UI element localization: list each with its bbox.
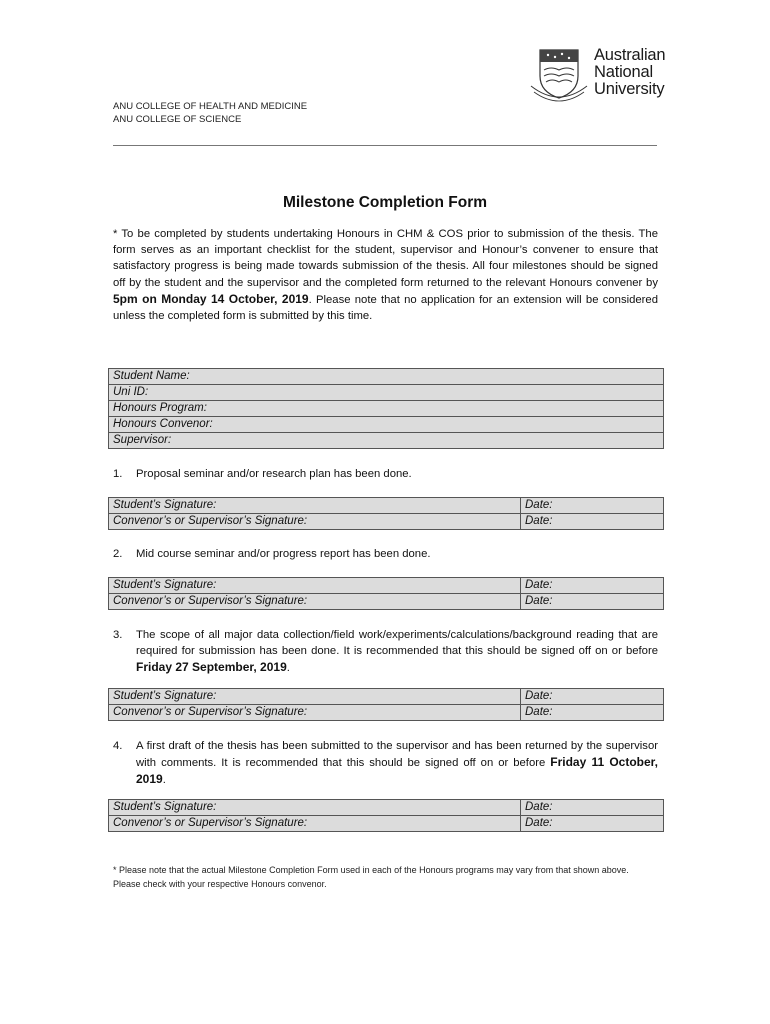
student-date-field[interactable]: Date: xyxy=(521,800,664,816)
milestone-number: 4. xyxy=(113,740,123,752)
milestone-due-date: Friday 11 October, 2019 xyxy=(136,755,658,787)
milestone-text: Mid course seminar and/or progress report has been done. xyxy=(136,548,431,560)
university-line-3: University xyxy=(594,80,665,98)
convenor-date-field[interactable]: Date: xyxy=(521,816,664,832)
student-name-field[interactable]: Student Name: xyxy=(109,369,664,385)
convenor-signature-field[interactable]: Convenor’s or Supervisor’s Signature: xyxy=(109,816,521,832)
milestone-4-signatures xyxy=(108,799,664,832)
page-title: Milestone Completion Form xyxy=(282,194,488,211)
student-date-field[interactable]: Date: xyxy=(521,498,664,514)
milestone-text xyxy=(136,627,658,677)
milestone-end: . xyxy=(286,662,290,675)
milestone-body: The scope of all major data collection/field work/experiments/calculations/background reading that are required for submission has been done. It is recommended that this should be signed off on or before xyxy=(136,629,658,658)
college-line-2: ANU COLLEGE OF SCIENCE xyxy=(113,114,242,125)
milestone-1-signatures xyxy=(108,497,664,530)
footnote: * Please note that the actual Milestone Completion Form used in each of the Honours programs may vary from that shown above. Please check with your respective Honours convenor. xyxy=(113,865,629,889)
student-signature-field[interactable]: Student’s Signature: xyxy=(109,578,521,594)
student-date-field[interactable]: Date: xyxy=(521,578,664,594)
convenor-date-field[interactable]: Date: xyxy=(521,705,664,721)
university-name xyxy=(594,47,665,98)
student-info-table xyxy=(108,368,664,449)
milestone-3 xyxy=(113,627,658,677)
milestone-text: Proposal seminar and/or research plan has been done. xyxy=(136,468,412,480)
student-signature-field[interactable]: Student’s Signature: xyxy=(109,689,521,705)
student-date-field[interactable]: Date: xyxy=(521,689,664,705)
intro-paragraph xyxy=(113,226,658,324)
intro-text-1: * To be completed by students undertaking Honours in CHM & COS prior to submission of the thesis. The form serves as an important checklist for the student, supervisor and Honour’s convener to ensure that satisfactory progress is being made towards submission of the thesis. All four milestones should be signed off by the student and the supervisor and the completed form returned to the relevant Honours convener by xyxy=(113,228,658,289)
milestone-number: 1. xyxy=(113,468,123,480)
uni-id-field[interactable]: Uni ID: xyxy=(109,385,664,401)
convenor-signature-field[interactable]: Convenor’s or Supervisor’s Signature: xyxy=(109,594,521,610)
honours-program-field[interactable]: Honours Program: xyxy=(109,401,664,417)
convenor-signature-field[interactable]: Convenor’s or Supervisor’s Signature: xyxy=(109,514,521,530)
college-line-1: ANU COLLEGE OF HEALTH AND MEDICINE xyxy=(113,101,308,112)
milestone-1 xyxy=(113,466,658,482)
honours-convenor-field[interactable]: Honours Convenor: xyxy=(109,417,664,433)
milestone-due-date: Friday 27 September, 2019 xyxy=(136,660,287,675)
header-divider xyxy=(113,145,657,146)
convenor-date-field[interactable]: Date: xyxy=(521,514,664,530)
student-signature-field[interactable]: Student’s Signature: xyxy=(109,800,521,816)
anu-crest-icon xyxy=(528,46,590,102)
milestone-text xyxy=(136,738,658,789)
student-signature-field[interactable]: Student’s Signature: xyxy=(109,498,521,514)
milestone-number: 2. xyxy=(113,548,123,560)
intro-deadline: 5pm on Monday 14 October, 2019 xyxy=(113,291,309,306)
milestone-3-signatures xyxy=(108,688,664,721)
convenor-signature-field[interactable]: Convenor’s or Supervisor’s Signature: xyxy=(109,705,521,721)
milestone-number: 3. xyxy=(113,629,123,641)
intro-text-2: . Please note that no application for an extension will be considered unless the completed form is submitted by this time. xyxy=(113,293,658,323)
milestone-2 xyxy=(113,546,658,562)
milestone-2-signatures xyxy=(108,577,664,610)
university-line-2: National xyxy=(594,63,653,81)
supervisor-field[interactable]: Supervisor: xyxy=(109,433,664,449)
milestone-4 xyxy=(113,738,658,789)
university-line-1: Australian xyxy=(594,46,666,64)
milestone-end: . xyxy=(162,774,166,787)
milestone-body: A first draft of the thesis has been submitted to the supervisor and has been returned by the supervisor with comments. It is recommended that this should be signed off on or before xyxy=(136,740,658,770)
convenor-date-field[interactable]: Date: xyxy=(521,594,664,610)
